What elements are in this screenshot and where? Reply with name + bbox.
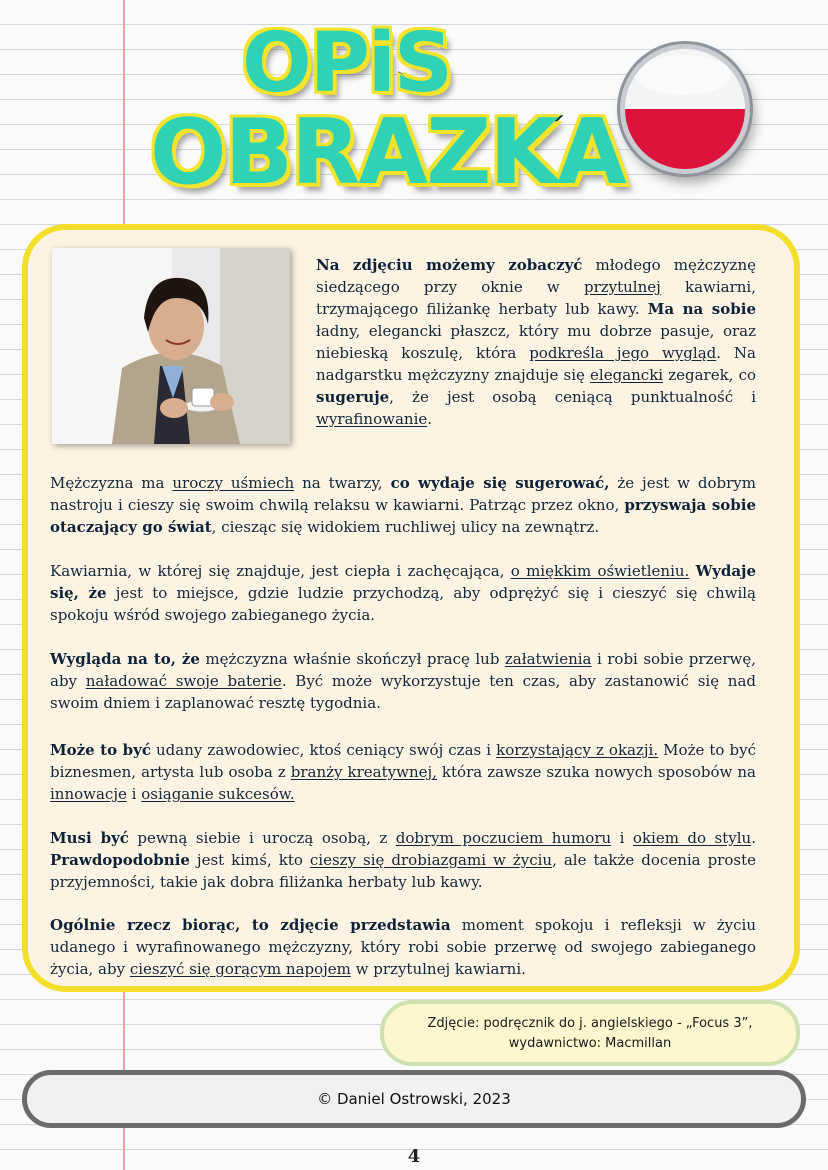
intro-paragraph: Na zdjęciu możemy zobaczyć młodego mężczyznę siedzącego przy oknie w przytulnej kawiarni, trzymającego filiżankę herbaty lub kawy. Ma na sobie ładny, elegancki płaszcz, który mu dobrze pasuje, oraz niebieską koszulę, która podkreśla jego wygląd. Na nadgarstku mężczyzny znajduje się elegancki zegarek, co sugeruje, że jest osobą ceniącą punktualność i wyrafinowanie. (316, 256, 757, 428)
paragraph-summary: Ogólnie rzecz biorąc, to zdjęcie przedstawia moment spokoju i refleksji w życiu udanego i wyrafinowanego mężczyzny, który robi sobie przerwę od swojego zabieganego życia, aby cieszyć się gorącym napojem w przytulnej kawiarni. (50, 916, 757, 978)
paragraph-break: Wygląda na to, że mężczyzna właśnie skończył pracę lub załatwienia i robi sobie przerwę, aby naładować swoje baterie. Być może wykorzystuje ten czas, aby zastanowić się nad swoim dniem i zaplanować resztę tygodnia. (50, 650, 756, 712)
polish-flag-icon (620, 44, 750, 174)
paragraph-personality: Musi być pewną siebie i uroczą osobą, z dobrym poczuciem humoru i okiem do stylu. Prawdopodobnie jest kimś, kto cieszy się drobiazgami w życiu, ale także docenia proste przyjemności, takie jak dobra filiżanka herbaty lub kawy. (50, 829, 756, 891)
man-with-tea-photo (52, 248, 290, 444)
page-number: 4 (407, 1146, 421, 1167)
title-line-1: OPiS (242, 16, 451, 111)
copyright-footer: © Daniel Ostrowski, 2023 (22, 1070, 806, 1128)
paragraph-cafe: Kawiarnia, w której się znajduje, jest ciepła i zachęcająca, o miękkim oświetleniu. Wydaje się, że jest to miejsce, gdzie ludzie przychodzą, aby odprężyć się i cieszyć się chwilą spokoju wśród swojego zabieganego życia. (50, 562, 757, 624)
source-line-1: Zdjęcie: podręcznik do j. angielskiego - „Focus 3”, (427, 1016, 753, 1031)
title-line-2: OBRAZKA (150, 100, 625, 205)
photo-source-box (380, 1000, 800, 1066)
paragraph-profession: Może to być udany zawodowiec, ktoś ceniący swój czas i korzystający z okazji. Może to być biznesmen, artysta lub osoba z branży kreatywnej, która zawsze szuka nowych sposobów na innowacje i osiąganie sukcesów. (50, 741, 756, 803)
paragraph-smile: Mężczyzna ma uroczy uśmiech na twarzy, co wydaje się sugerować, że jest w dobrym nastroju i cieszy się swoim chwilą relaksu w kawiarni. Patrząc przez okno, przyswaja sobie otaczający go świat, ciesząc się widokiem ruchliwej ulicy na zewnątrz. (50, 474, 756, 536)
page-title-logo (150, 16, 625, 206)
source-line-2: wydawnictwo: Macmillan (508, 1036, 672, 1051)
